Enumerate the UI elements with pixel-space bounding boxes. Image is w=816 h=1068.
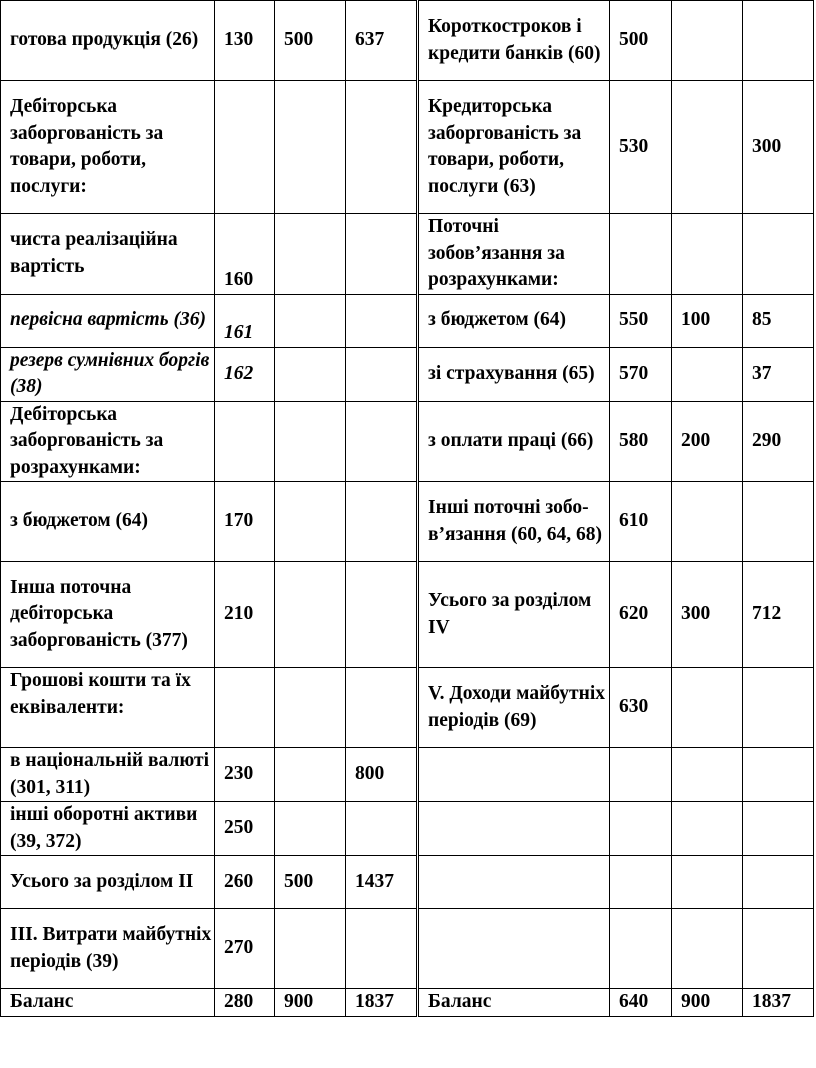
liability-end bbox=[743, 748, 814, 802]
asset-end bbox=[346, 81, 418, 214]
liability-item: Усього за розділом IV bbox=[418, 562, 610, 668]
liability-begin: 200 bbox=[672, 401, 743, 482]
asset-item: Інша поточна дебіторська заборгованість (377) bbox=[1, 562, 215, 668]
asset-end bbox=[346, 909, 418, 989]
liability-code bbox=[610, 856, 672, 909]
asset-item: в національній валюті (301, 311) bbox=[1, 748, 215, 802]
asset-end bbox=[346, 562, 418, 668]
table-row bbox=[1, 668, 814, 748]
liability-end: 712 bbox=[743, 562, 814, 668]
liability-item: зі страхування (65) bbox=[418, 347, 610, 401]
liability-begin bbox=[672, 748, 743, 802]
asset-item: Баланс bbox=[1, 989, 215, 1017]
liability-begin bbox=[672, 856, 743, 909]
asset-code: 170 bbox=[215, 482, 275, 562]
liability-code: 580 bbox=[610, 401, 672, 482]
liability-code bbox=[610, 214, 672, 295]
liability-end: 290 bbox=[743, 401, 814, 482]
asset-item: Дебіторська заборгованість за розрахунками: bbox=[1, 401, 215, 482]
liability-item: Короткостроков і кредити банків (60) bbox=[418, 1, 610, 81]
liability-begin bbox=[672, 668, 743, 748]
asset-end bbox=[346, 214, 418, 295]
table-row bbox=[1, 81, 814, 214]
asset-code: 250 bbox=[215, 802, 275, 856]
liability-end: 85 bbox=[743, 294, 814, 347]
asset-item: чиста реалізаційна вартість bbox=[1, 214, 215, 295]
table-row bbox=[1, 909, 814, 989]
liability-code: 620 bbox=[610, 562, 672, 668]
asset-item: резерв сумнівних боргів (38) bbox=[1, 347, 215, 401]
table-row bbox=[1, 347, 814, 401]
table-row bbox=[1, 562, 814, 668]
asset-code: 280 bbox=[215, 989, 275, 1017]
liability-item: з оплати праці (66) bbox=[418, 401, 610, 482]
asset-begin bbox=[275, 802, 346, 856]
asset-code: 270 bbox=[215, 909, 275, 989]
table-row bbox=[1, 294, 814, 347]
asset-end: 800 bbox=[346, 748, 418, 802]
liability-code: 610 bbox=[610, 482, 672, 562]
asset-begin bbox=[275, 668, 346, 748]
table-row bbox=[1, 482, 814, 562]
asset-begin: 500 bbox=[275, 1, 346, 81]
asset-end: 637 bbox=[346, 1, 418, 81]
asset-item: Усього за розділом II bbox=[1, 856, 215, 909]
liability-end bbox=[743, 482, 814, 562]
liability-end bbox=[743, 909, 814, 989]
asset-code: 161 bbox=[215, 294, 275, 347]
liability-end: 300 bbox=[743, 81, 814, 214]
liability-item bbox=[418, 748, 610, 802]
asset-code bbox=[215, 81, 275, 214]
table-row bbox=[1, 401, 814, 482]
liability-begin bbox=[672, 909, 743, 989]
asset-item: Грошові кошти та їх еквіваленти: bbox=[1, 668, 215, 748]
table-row bbox=[1, 802, 814, 856]
asset-item: первісна вартість (36) bbox=[1, 294, 215, 347]
liability-begin bbox=[672, 482, 743, 562]
liability-item: з бюджетом (64) bbox=[418, 294, 610, 347]
table-row bbox=[1, 989, 814, 1017]
liability-item: Кредиторська заборгованість за товари, роботи, послуги (63) bbox=[418, 81, 610, 214]
table-row bbox=[1, 856, 814, 909]
asset-item: готова продукція (26) bbox=[1, 1, 215, 81]
table-row bbox=[1, 748, 814, 802]
liability-end bbox=[743, 1, 814, 81]
liability-end: 1837 bbox=[743, 989, 814, 1017]
liability-code: 640 bbox=[610, 989, 672, 1017]
asset-begin bbox=[275, 401, 346, 482]
balance-table-body bbox=[1, 1, 814, 1017]
asset-end bbox=[346, 294, 418, 347]
liability-end: 37 bbox=[743, 347, 814, 401]
asset-begin bbox=[275, 748, 346, 802]
asset-item: з бюджетом (64) bbox=[1, 482, 215, 562]
asset-code: 160 bbox=[215, 214, 275, 295]
liability-item: Баланс bbox=[418, 989, 610, 1017]
asset-item: Дебіторська заборгованість за товари, роботи, послуги: bbox=[1, 81, 215, 214]
liability-item bbox=[418, 802, 610, 856]
liability-begin: 300 bbox=[672, 562, 743, 668]
asset-end bbox=[346, 802, 418, 856]
asset-code: 230 bbox=[215, 748, 275, 802]
liability-item: V. Доходи майбутніх періодів (69) bbox=[418, 668, 610, 748]
liability-begin bbox=[672, 81, 743, 214]
asset-end: 1437 bbox=[346, 856, 418, 909]
liability-code: 630 bbox=[610, 668, 672, 748]
liability-begin bbox=[672, 1, 743, 81]
liability-item bbox=[418, 909, 610, 989]
asset-begin bbox=[275, 294, 346, 347]
asset-begin bbox=[275, 909, 346, 989]
liability-code: 530 bbox=[610, 81, 672, 214]
table-row bbox=[1, 1, 814, 81]
liability-code: 550 bbox=[610, 294, 672, 347]
asset-begin bbox=[275, 482, 346, 562]
liability-begin: 100 bbox=[672, 294, 743, 347]
liability-item: Поточні зобов’язання за розрахунками: bbox=[418, 214, 610, 295]
liability-begin bbox=[672, 347, 743, 401]
liability-item bbox=[418, 856, 610, 909]
liability-code bbox=[610, 748, 672, 802]
asset-code bbox=[215, 668, 275, 748]
liability-code bbox=[610, 802, 672, 856]
asset-item: інші оборотні активи (39, 372) bbox=[1, 802, 215, 856]
asset-end bbox=[346, 401, 418, 482]
liability-end bbox=[743, 802, 814, 856]
asset-begin bbox=[275, 214, 346, 295]
asset-code bbox=[215, 401, 275, 482]
liability-end bbox=[743, 214, 814, 295]
liability-end bbox=[743, 856, 814, 909]
asset-item: III. Витрати майбутніх періодів (39) bbox=[1, 909, 215, 989]
liability-begin: 900 bbox=[672, 989, 743, 1017]
asset-end bbox=[346, 668, 418, 748]
liability-begin bbox=[672, 214, 743, 295]
liability-begin bbox=[672, 802, 743, 856]
liability-code: 570 bbox=[610, 347, 672, 401]
asset-begin bbox=[275, 562, 346, 668]
asset-end bbox=[346, 482, 418, 562]
asset-begin: 500 bbox=[275, 856, 346, 909]
asset-end bbox=[346, 347, 418, 401]
liability-item: Інші поточні зобо-в’язання (60, 64, 68) bbox=[418, 482, 610, 562]
asset-begin bbox=[275, 81, 346, 214]
asset-begin bbox=[275, 347, 346, 401]
asset-begin: 900 bbox=[275, 989, 346, 1017]
asset-end: 1837 bbox=[346, 989, 418, 1017]
liability-code bbox=[610, 909, 672, 989]
asset-code: 260 bbox=[215, 856, 275, 909]
liability-code: 500 bbox=[610, 1, 672, 81]
asset-code: 210 bbox=[215, 562, 275, 668]
asset-code: 130 bbox=[215, 1, 275, 81]
table-row bbox=[1, 214, 814, 295]
liability-end bbox=[743, 668, 814, 748]
asset-code: 162 bbox=[215, 347, 275, 401]
